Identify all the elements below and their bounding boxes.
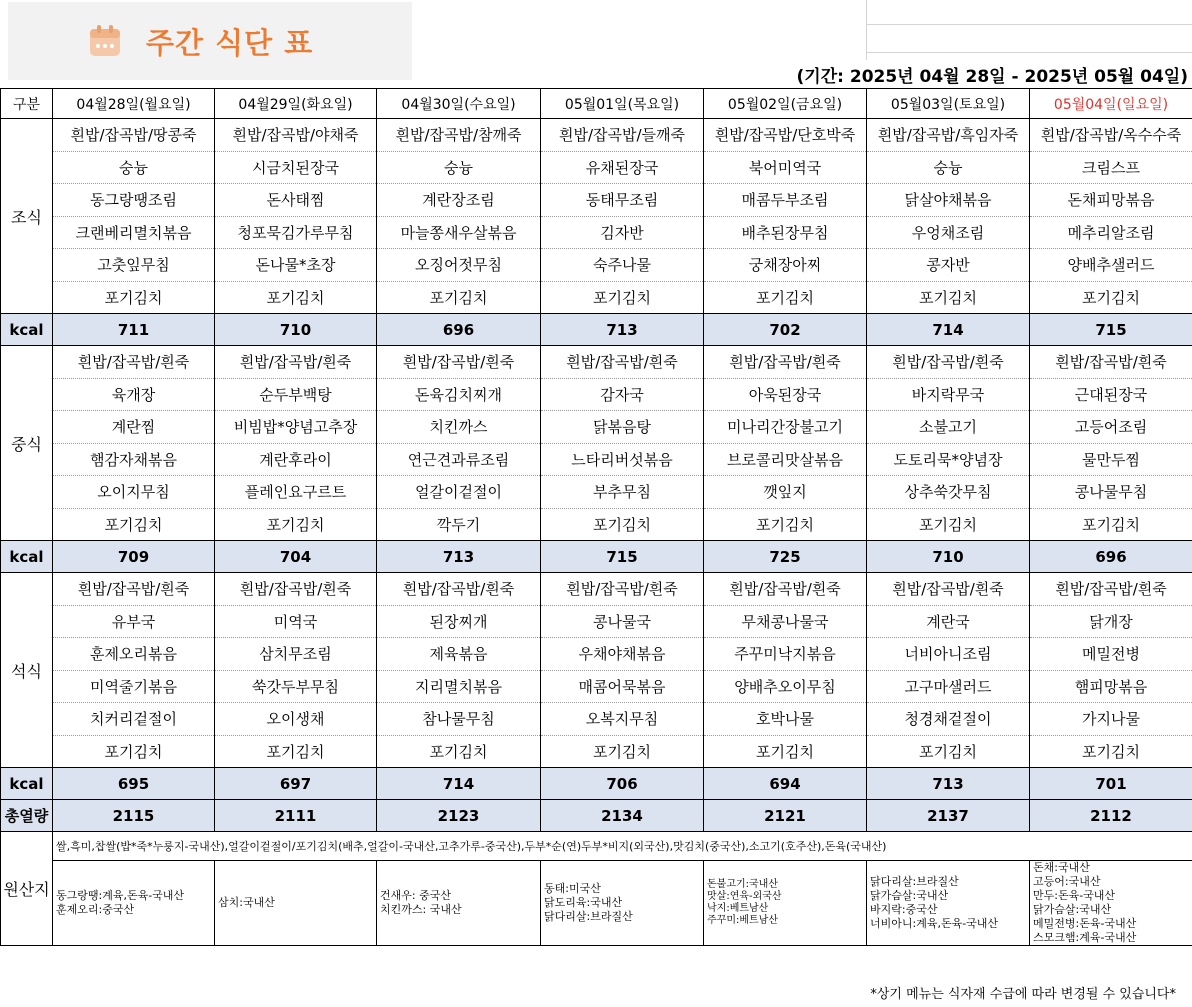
page-title: 주간 식단 표 — [146, 25, 314, 60]
menu-item: 흰밥/잡곡밥/흰죽 — [867, 346, 1030, 379]
menu-item: 흰밥/잡곡밥/흰죽 — [704, 573, 867, 606]
dinner-row — [1, 605, 1192, 638]
menu-item: 고춧잎무침 — [53, 249, 215, 282]
kcal-value: 710 — [867, 541, 1030, 573]
kcal-label: kcal — [1, 541, 53, 573]
dinner-label: 석식 — [1, 573, 53, 768]
menu-item: 미나리간장불고기 — [704, 411, 867, 444]
menu-item: 흰밥/잡곡밥/들깨죽 — [541, 119, 704, 152]
kcal-value: 694 — [704, 768, 867, 800]
menu-item: 오이생채 — [215, 703, 377, 736]
menu-item: 오징어젓무침 — [377, 249, 541, 282]
menu-item: 포기김치 — [867, 508, 1030, 541]
dinner-row — [1, 638, 1192, 671]
menu-item: 포기김치 — [53, 508, 215, 541]
menu-item: 매콤두부조림 — [704, 184, 867, 217]
origin-line: 훈제오리:중국산 — [56, 903, 135, 916]
total-kcal-row — [1, 800, 1192, 832]
menu-item: 콩나물국 — [541, 605, 704, 638]
menu-item: 미역국 — [215, 605, 377, 638]
menu-item: 동그랑땡조림 — [53, 184, 215, 217]
dinner-row — [1, 670, 1192, 703]
day-header: 05월03일(토요일) — [867, 89, 1030, 119]
menu-item: 포기김치 — [541, 281, 704, 314]
menu-item: 느타리버섯볶음 — [541, 443, 704, 476]
origin-line: 돈불고기:국내산 — [707, 879, 778, 890]
total-value: 2115 — [53, 800, 215, 832]
kcal-value: 696 — [377, 314, 541, 346]
kcal-label: kcal — [1, 768, 53, 800]
menu-item: 궁채장아찌 — [704, 249, 867, 282]
breakfast-row — [1, 249, 1192, 282]
menu-item: 무채콩나물국 — [704, 605, 867, 638]
menu-item: 흰밥/잡곡밥/흰죽 — [377, 346, 541, 379]
day-header: 05월04일(일요일) — [1030, 89, 1192, 119]
origin-day-cell — [867, 861, 1030, 946]
menu-item: 미역줄기볶음 — [53, 670, 215, 703]
origin-common: 쌀,흑미,찹쌀(밥*죽*누룽지-국내산),얼갈이겉절이/포기김치(배추,얼갈이-국내산,고추가루-중국산),두부*순(연)두부*비지(외국산),맛김치(중국산),소고기(호주산),돈육(국내산) — [53, 832, 1192, 861]
origin-line: 닭다리살:브라질산 — [870, 875, 959, 888]
origin-day-cell — [215, 861, 377, 946]
lunch-label: 중식 — [1, 346, 53, 541]
menu-item: 돈채피망볶음 — [1030, 184, 1192, 217]
origin-line: 삼치:국내산 — [218, 896, 275, 909]
origin-line: 닭가슴살:국내산 — [870, 889, 949, 902]
menu-item: 바지락무국 — [867, 378, 1030, 411]
origin-line: 만두:돈육-국내산 — [1033, 889, 1116, 902]
menu-item: 상추쑥갓무침 — [867, 476, 1030, 509]
total-value: 2123 — [377, 800, 541, 832]
menu-item: 계란장조림 — [377, 184, 541, 217]
menu-item: 돈나물*초장 — [215, 249, 377, 282]
kcal-value: 706 — [541, 768, 704, 800]
menu-item: 포기김치 — [215, 508, 377, 541]
origin-line: 낙지:베트남산 — [707, 903, 769, 914]
day-header: 04월30일(수요일) — [377, 89, 541, 119]
menu-item: 흰밥/잡곡밥/흰죽 — [867, 573, 1030, 606]
menu-item: 햄감자채볶음 — [53, 443, 215, 476]
day-header: 04월28일(월요일) — [53, 89, 215, 119]
day-header: 05월01일(목요일) — [541, 89, 704, 119]
origin-day-cell — [377, 861, 541, 946]
kcal-value: 709 — [53, 541, 215, 573]
origin-day-cell — [1030, 861, 1192, 946]
menu-item: 콩자반 — [867, 249, 1030, 282]
kcal-value: 714 — [867, 314, 1030, 346]
menu-item: 포기김치 — [53, 281, 215, 314]
menu-item: 흰밥/잡곡밥/흰죽 — [53, 573, 215, 606]
weekly-menu-table — [0, 88, 1192, 946]
menu-item: 순두부백탕 — [215, 378, 377, 411]
menu-item: 포기김치 — [377, 735, 541, 768]
menu-item: 닭살야채볶음 — [867, 184, 1030, 217]
dinner-row — [1, 573, 1192, 606]
origin-detail-row — [1, 861, 1192, 946]
breakfast-row — [1, 184, 1192, 217]
menu-item: 메밀전병 — [1030, 638, 1192, 671]
menu-item: 양배추샐러드 — [1030, 249, 1192, 282]
menu-item: 포기김치 — [53, 735, 215, 768]
kcal-value: 695 — [53, 768, 215, 800]
lunch-kcal-row — [1, 541, 1192, 573]
menu-item: 포기김치 — [704, 735, 867, 768]
menu-item: 부추무침 — [541, 476, 704, 509]
menu-item: 비빔밥*양념고추장 — [215, 411, 377, 444]
menu-item: 육개장 — [53, 378, 215, 411]
menu-item: 삼치무조림 — [215, 638, 377, 671]
menu-item: 흰밥/잡곡밥/흰죽 — [215, 573, 377, 606]
menu-item: 연근견과류조림 — [377, 443, 541, 476]
menu-item: 쑥갓두부무침 — [215, 670, 377, 703]
menu-item: 가지나물 — [1030, 703, 1192, 736]
lunch-row — [1, 411, 1192, 444]
menu-item: 치커리겉절이 — [53, 703, 215, 736]
origin-line: 돈채:국내산 — [1033, 861, 1090, 874]
menu-item: 청포묵김가루무침 — [215, 216, 377, 249]
menu-item: 양배추오이무침 — [704, 670, 867, 703]
menu-item: 아욱된장국 — [704, 378, 867, 411]
menu-item: 포기김치 — [1030, 735, 1192, 768]
menu-item: 흰밥/잡곡밥/흰죽 — [1030, 346, 1192, 379]
menu-item: 포기김치 — [867, 281, 1030, 314]
menu-item: 근대된장국 — [1030, 378, 1192, 411]
menu-item: 고등어조림 — [1030, 411, 1192, 444]
menu-item: 포기김치 — [541, 735, 704, 768]
origin-line: 닭다리살:브라질산 — [544, 910, 633, 923]
menu-item: 포기김치 — [1030, 281, 1192, 314]
menu-item: 흰밥/잡곡밥/흰죽 — [704, 346, 867, 379]
kcal-value: 696 — [1030, 541, 1192, 573]
menu-item: 포기김치 — [215, 281, 377, 314]
menu-item: 숙주나물 — [541, 249, 704, 282]
origin-line: 고등어:국내산 — [1033, 875, 1101, 888]
menu-item: 포기김치 — [541, 508, 704, 541]
menu-item: 흰밥/잡곡밥/땅콩죽 — [53, 119, 215, 152]
sheet-gridlines — [866, 0, 1192, 60]
menu-item: 흰밥/잡곡밥/흰죽 — [541, 346, 704, 379]
menu-item: 닭볶음탕 — [541, 411, 704, 444]
menu-item: 깻잎지 — [704, 476, 867, 509]
origin-line: 메밀전병:돈육-국내산 — [1033, 917, 1137, 930]
kcal-value: 697 — [215, 768, 377, 800]
menu-item: 흰밥/잡곡밥/흰죽 — [377, 573, 541, 606]
menu-item: 크랜베리멸치볶음 — [53, 216, 215, 249]
lunch-row — [1, 346, 1192, 379]
kcal-value: 715 — [1030, 314, 1192, 346]
menu-item: 숭늉 — [53, 151, 215, 184]
origin-line: 건새우: 중국산 — [380, 889, 451, 902]
origin-day-cell — [704, 861, 867, 946]
total-value: 2137 — [867, 800, 1030, 832]
menu-item: 마늘쫑새우살볶음 — [377, 216, 541, 249]
menu-item: 소불고기 — [867, 411, 1030, 444]
origin-line: 맛살:연육-외국산 — [707, 891, 782, 902]
menu-item: 고구마샐러드 — [867, 670, 1030, 703]
dinner-row — [1, 735, 1192, 768]
menu-item: 흰밥/잡곡밥/흰죽 — [1030, 573, 1192, 606]
menu-item: 너비아니조림 — [867, 638, 1030, 671]
footnote: *상기 메뉴는 식자재 수급에 따라 변경될 수 있습니다* — [870, 987, 1176, 1002]
menu-item: 계란후라이 — [215, 443, 377, 476]
total-value: 2112 — [1030, 800, 1192, 832]
menu-item: 도토리묵*양념장 — [867, 443, 1030, 476]
origin-common-row — [1, 832, 1192, 861]
kcal-value: 715 — [541, 541, 704, 573]
menu-item: 포기김치 — [377, 281, 541, 314]
origin-line: 너비아니:계육,돈육-국내산 — [870, 917, 999, 930]
menu-item: 오복지무침 — [541, 703, 704, 736]
day-header: 05월02일(금요일) — [704, 89, 867, 119]
menu-item: 포기김치 — [704, 508, 867, 541]
menu-item: 포기김치 — [215, 735, 377, 768]
menu-item: 메추리알조림 — [1030, 216, 1192, 249]
total-value: 2111 — [215, 800, 377, 832]
lunch-row — [1, 508, 1192, 541]
kcal-value: 713 — [377, 541, 541, 573]
menu-item: 흰밥/잡곡밥/흑임자죽 — [867, 119, 1030, 152]
menu-item: 흰밥/잡곡밥/흰죽 — [215, 346, 377, 379]
breakfast-row — [1, 151, 1192, 184]
menu-item: 김자반 — [541, 216, 704, 249]
menu-item: 흰밥/잡곡밥/야채죽 — [215, 119, 377, 152]
total-value: 2121 — [704, 800, 867, 832]
menu-item: 유부국 — [53, 605, 215, 638]
origin-line: 닭가슴살:국내산 — [1033, 903, 1112, 916]
origin-line: 동태:미국산 — [544, 882, 601, 895]
total-value: 2134 — [541, 800, 704, 832]
menu-item: 크림스프 — [1030, 151, 1192, 184]
menu-item: 우엉채조림 — [867, 216, 1030, 249]
lunch-row — [1, 476, 1192, 509]
dinner-row — [1, 703, 1192, 736]
menu-item: 감자국 — [541, 378, 704, 411]
menu-item: 플레인요구르트 — [215, 476, 377, 509]
menu-item: 숭늉 — [377, 151, 541, 184]
menu-item: 된장찌개 — [377, 605, 541, 638]
dinner-kcal-row — [1, 768, 1192, 800]
breakfast-label: 조식 — [1, 119, 53, 314]
menu-item: 숭늉 — [867, 151, 1030, 184]
menu-item: 돈사태찜 — [215, 184, 377, 217]
category-header: 구분 — [1, 89, 53, 119]
lunch-row — [1, 443, 1192, 476]
menu-item: 제육볶음 — [377, 638, 541, 671]
origin-line: 치킨까스: 국내산 — [380, 903, 462, 916]
header-row — [1, 89, 1192, 119]
menu-item: 포기김치 — [704, 281, 867, 314]
origin-line: 동그랑땡:계육,돈육-국내산 — [56, 889, 185, 902]
menu-item: 주꾸미낙지볶음 — [704, 638, 867, 671]
menu-item: 얼갈이겉절이 — [377, 476, 541, 509]
kcal-label: kcal — [1, 314, 53, 346]
menu-item: 청경채겉절이 — [867, 703, 1030, 736]
breakfast-row — [1, 281, 1192, 314]
menu-item: 오이지무침 — [53, 476, 215, 509]
menu-item: 호박나물 — [704, 703, 867, 736]
day-header: 04월29일(화요일) — [215, 89, 377, 119]
total-label: 총열량 — [1, 800, 53, 832]
kcal-value: 713 — [867, 768, 1030, 800]
menu-item: 계란국 — [867, 605, 1030, 638]
menu-period: (기간: 2025년 04월 28일 - 2025년 05월 04일) — [796, 67, 1188, 87]
breakfast-row — [1, 216, 1192, 249]
title-banner — [8, 2, 412, 80]
origin-label: 원산지 — [1, 832, 53, 946]
kcal-value: 725 — [704, 541, 867, 573]
menu-item: 깍두기 — [377, 508, 541, 541]
kcal-value: 702 — [704, 314, 867, 346]
menu-item: 돈육김치찌개 — [377, 378, 541, 411]
menu-item: 계란찜 — [53, 411, 215, 444]
origin-line: 바지락:중국산 — [870, 903, 938, 916]
menu-item: 브로콜리맛살볶음 — [704, 443, 867, 476]
menu-item: 참나물무침 — [377, 703, 541, 736]
origin-line: 닭도리육:국내산 — [544, 896, 623, 909]
menu-item: 유채된장국 — [541, 151, 704, 184]
breakfast-kcal-row — [1, 314, 1192, 346]
menu-item: 흰밥/잡곡밥/흰죽 — [541, 573, 704, 606]
kcal-value: 701 — [1030, 768, 1192, 800]
menu-item: 햄피망볶음 — [1030, 670, 1192, 703]
menu-item: 북어미역국 — [704, 151, 867, 184]
kcal-value: 713 — [541, 314, 704, 346]
origin-day-cell — [541, 861, 704, 946]
menu-item: 흰밥/잡곡밥/옥수수죽 — [1030, 119, 1192, 152]
menu-item: 흰밥/잡곡밥/단호박죽 — [704, 119, 867, 152]
menu-item: 치킨까스 — [377, 411, 541, 444]
menu-item: 매콤어묵볶음 — [541, 670, 704, 703]
menu-item: 닭개장 — [1030, 605, 1192, 638]
menu-item: 지리멸치볶음 — [377, 670, 541, 703]
menu-item: 콩나물무침 — [1030, 476, 1192, 509]
calendar-icon — [88, 24, 122, 58]
kcal-value: 711 — [53, 314, 215, 346]
menu-item: 물만두찜 — [1030, 443, 1192, 476]
origin-line: 스모크햄:계육-국내산 — [1033, 931, 1137, 944]
menu-item: 시금치된장국 — [215, 151, 377, 184]
kcal-value: 714 — [377, 768, 541, 800]
menu-item: 포기김치 — [1030, 508, 1192, 541]
breakfast-row — [1, 119, 1192, 152]
menu-item: 포기김치 — [867, 735, 1030, 768]
kcal-value: 704 — [215, 541, 377, 573]
menu-item: 우채야채볶음 — [541, 638, 704, 671]
menu-item: 훈제오리볶음 — [53, 638, 215, 671]
origin-line: 주꾸미:베트남산 — [707, 915, 778, 926]
kcal-value: 710 — [215, 314, 377, 346]
menu-item: 동태무조림 — [541, 184, 704, 217]
menu-item: 흰밥/잡곡밥/흰죽 — [53, 346, 215, 379]
origin-day-cell — [53, 861, 215, 946]
lunch-row — [1, 378, 1192, 411]
menu-item: 흰밥/잡곡밥/참깨죽 — [377, 119, 541, 152]
menu-item: 배추된장무침 — [704, 216, 867, 249]
